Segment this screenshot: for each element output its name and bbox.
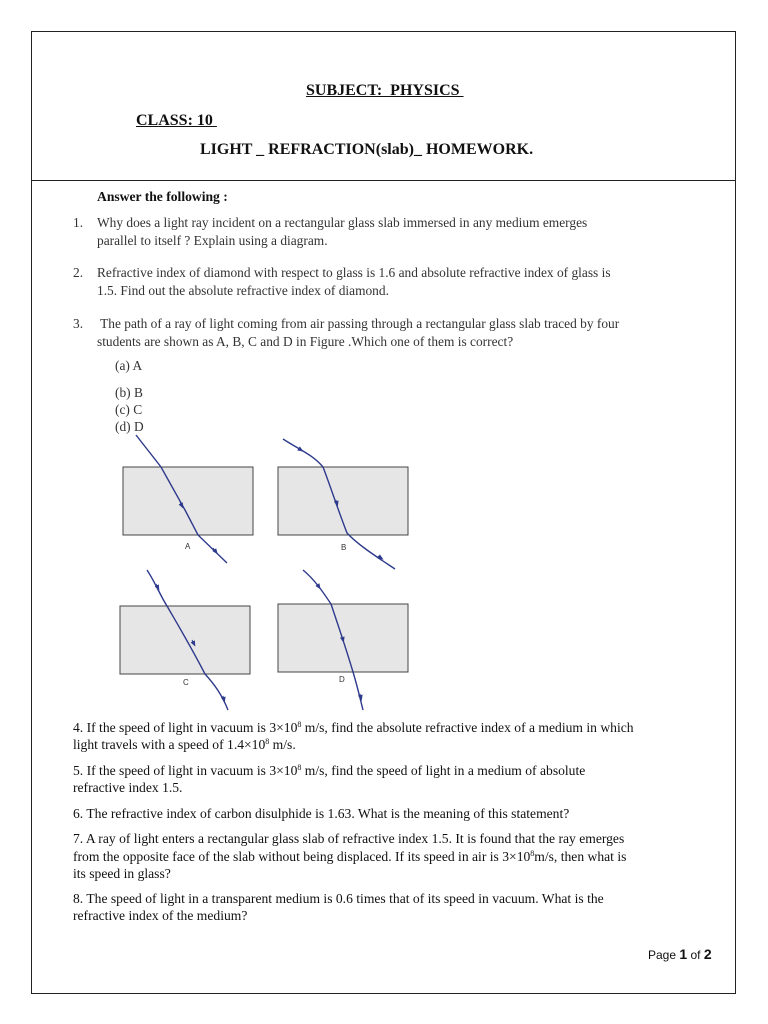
subject-heading: SUBJECT: PHYSICS <box>306 82 464 99</box>
slab-a <box>123 467 253 535</box>
figure-label-d: D <box>339 675 345 684</box>
question-3-line-1: The path of a ray of light coming from air passing through a rectangular glass slab traced by four <box>97 316 620 331</box>
question-5-line-1: 5. If the speed of light in vacuum is $3\times 10^8$ m/s, find the speed of light in a medium of absolute <box>73 763 586 778</box>
question-2-number: 2. <box>73 265 84 280</box>
option-d: (d) D <box>115 419 144 434</box>
question-6: 6. The refractive index of carbon disulphide is 1.63. What is the meaning of this statement? <box>73 806 570 821</box>
question-7-line-2: from the opposite face of the slab without being displaced. If its speed in air is $3\times 10^8m/s$, then what is <box>73 849 627 864</box>
figure-label-b: B <box>341 543 347 552</box>
header-divider <box>31 180 736 181</box>
slab-b <box>278 467 408 535</box>
question-7-line-3: its speed in glass? <box>73 866 171 881</box>
instruction-text: Answer the following : <box>97 189 228 204</box>
question-4-line-1: 4. If the speed of light in vacuum is $3\times 10^8$ m/s, find the absolute refractive index of a medium in which <box>73 720 634 735</box>
homework-title: LIGHT _ REFRACTION(slab)_ HOMEWORK. <box>200 141 534 158</box>
question-1-line-2: parallel to itself ? Explain using a diagram. <box>97 233 328 248</box>
figure-label-c: C <box>183 678 189 687</box>
question-8-line-1: 8. The speed of light in a transparent medium is 0.6 times that of its speed in vacuum. What is the <box>73 891 604 906</box>
class-heading: CLASS: 10 <box>136 112 217 129</box>
refraction-figure <box>110 430 430 715</box>
question-7-line-1: 7. A ray of light enters a rectangular glass slab of refractive index 1.5. It is found that the ray emerges <box>73 831 625 846</box>
question-1-line-1: Why does a light ray incident on a rectangular glass slab immersed in any medium emerges <box>97 215 588 230</box>
question-3-line-2: students are shown as A, B, C and D in Figure .Which one of them is correct? <box>97 334 514 349</box>
option-b: (b) B <box>115 385 143 400</box>
figure-label-a: A <box>185 542 191 551</box>
question-5-line-2: refractive index 1.5. <box>73 780 183 795</box>
question-4-line-2: light travels with a speed of $1.4\times 10^8$ m/s. <box>73 737 296 752</box>
page-number: Page 1 of 2 <box>648 946 712 962</box>
option-a: (a) A <box>115 358 143 373</box>
question-1-number: 1. <box>73 215 84 230</box>
option-c: (c) C <box>115 402 143 417</box>
question-3-number: 3. <box>73 316 84 331</box>
question-2-line-1: Refractive index of diamond with respect to glass is 1.6 and absolute refractive index of glass is <box>97 265 611 280</box>
question-2-line-2: 1.5. Find out the absolute refractive index of diamond. <box>97 283 389 298</box>
slab-c <box>120 606 250 674</box>
question-8-line-2: refractive index of the medium? <box>73 908 248 923</box>
